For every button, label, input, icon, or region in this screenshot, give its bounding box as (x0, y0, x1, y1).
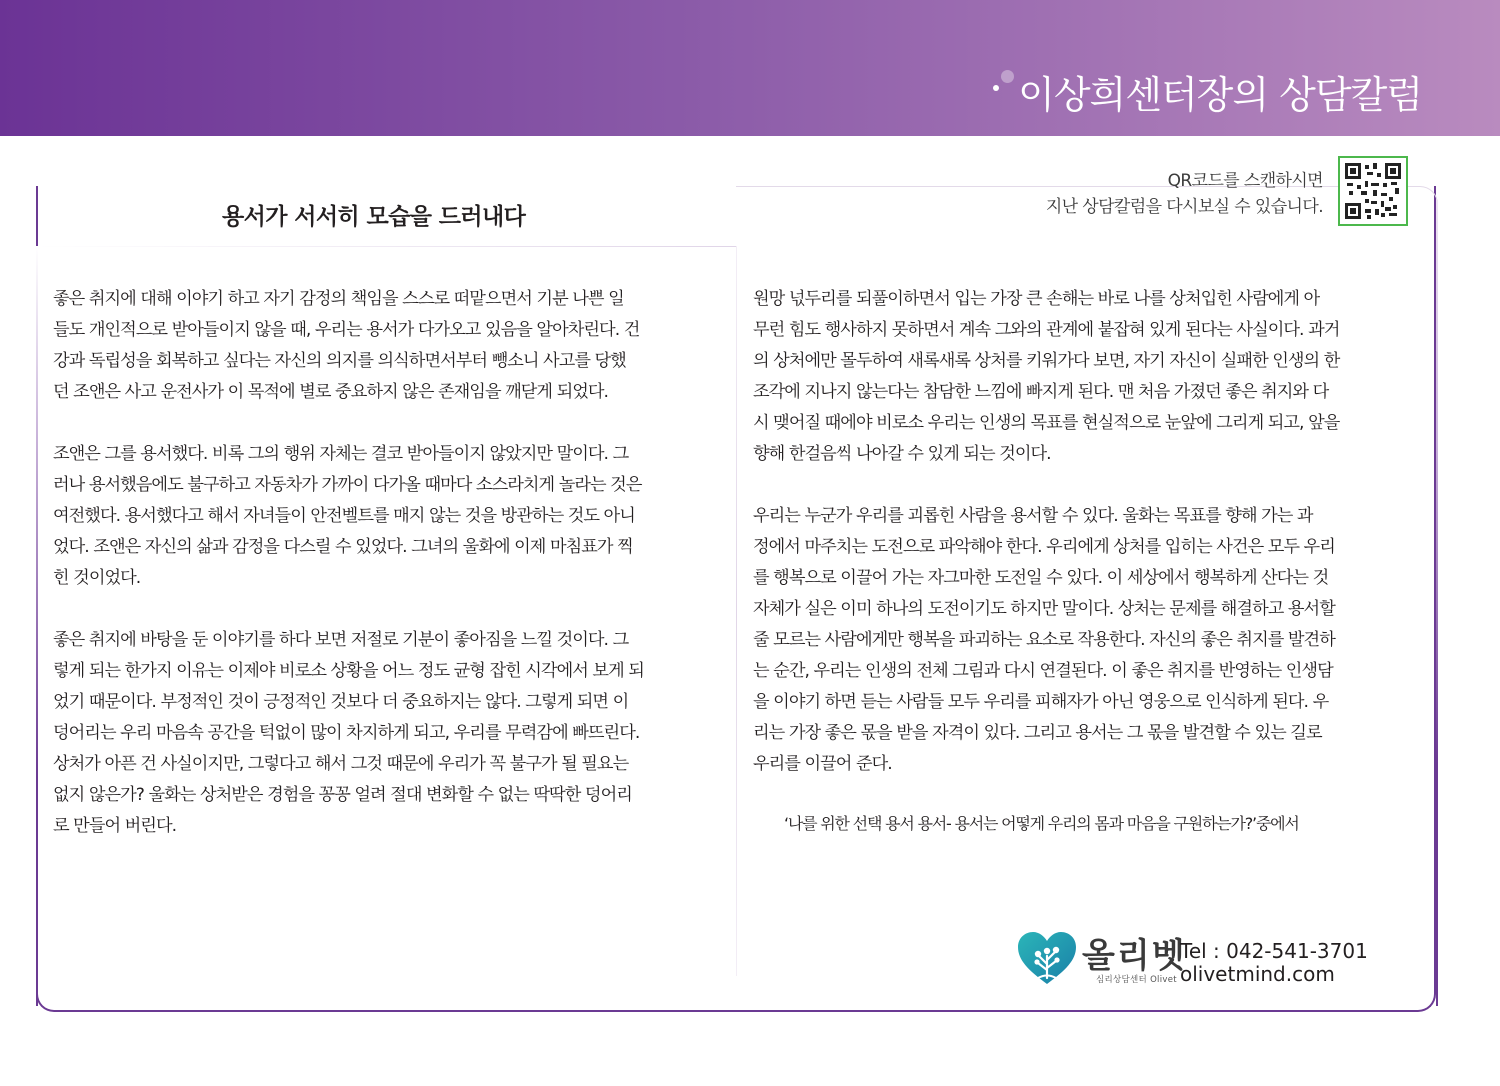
paragraph-line: 자체가 실은 이미 하나의 도전이기도 하지만 말이다. 상처는 문제를 해결하고 용서할 (753, 599, 1335, 619)
qr-caption (1046, 168, 1323, 220)
column-divider (736, 246, 737, 976)
frame-top-edge (36, 246, 736, 247)
paragraph-line: 는 순간, 우리는 인생의 전체 그림과 다시 연결된다. 이 좋은 취지를 반영하는 인생담 (753, 661, 1333, 681)
brand-subtitle: 심리상담센터 Olivet (1096, 975, 1177, 985)
paragraph-line: 여전했다. 용서했다고 해서 자녀들이 안전벨트를 매지 않는 것을 방관하는 것도 아니 (53, 506, 635, 526)
paragraph-line: 들도 개인적으로 받아들이지 않을 때, 우리는 용서가 다가오고 있음을 알아차린다. 건 (53, 320, 640, 340)
phone-number: Tel : 042-541-3701 (1180, 939, 1368, 963)
frame-left-edge (36, 246, 38, 1006)
source-citation: ‘나를 위한 선택 용서 용서- 용서는 어떻게 우리의 몸과 마음을 구원하는가?’중에서 (784, 814, 1299, 833)
qr-code[interactable] (1338, 156, 1408, 226)
frame-right-edge (1436, 200, 1438, 1006)
article-title: 용서가 서서히 모습을 드러내다 (222, 204, 526, 230)
paragraph-line: 리는 가장 좋은 몫을 받을 자격이 있다. 그리고 용서는 그 몫을 발견할 수 있는 길로 (753, 723, 1322, 743)
paragraph-line: 향해 한걸음씩 나아갈 수 있게 되는 것이다. (753, 444, 1051, 464)
left-column (53, 284, 723, 842)
paragraph-line: 를 행복으로 이끌어 가는 자그마한 도전일 수 있다. 이 세상에서 행복하게 산다는 것 (753, 568, 1329, 588)
paragraph-line: 좋은 취지에 대해 이야기 하고 자기 감정의 책임을 스스로 떠맡으면서 기분 나쁜 일 (53, 289, 624, 309)
paragraph-line: 시 맺어질 때에야 비로소 우리는 인생의 목표를 현실적으로 눈앞에 그리게 되고, 앞을 (753, 413, 1340, 433)
header-banner (0, 0, 1500, 136)
qr-caption-line: 지난 상담칼럼을 다시보실 수 있습니다. (1045, 197, 1323, 217)
paragraph-line: 무런 힘도 행사하지 못하면서 계속 그와의 관계에 붙잡혀 있게 된다는 사실이다. 과거 (753, 320, 1340, 340)
paragraph-line: 로 만들어 버린다. (53, 816, 177, 836)
bullet-dot-icon (1001, 70, 1014, 83)
paragraph-line: 었다. 조앤은 자신의 삶과 감정을 다스릴 수 있었다. 그녀의 울화에 이제 마침표가 찍 (53, 537, 633, 557)
paragraph-line: 힌 것이었다. (53, 568, 141, 588)
paragraph-line: 줄 모르는 사람에게만 행복을 파괴하는 요소로 작용한다. 자신의 좋은 취지를 발견하 (753, 630, 1335, 650)
paragraph-line: 조각에 지나지 않는다는 참담한 느낌에 빠지게 된다. 맨 처음 가졌던 좋은 취지와 다 (753, 382, 1329, 402)
paragraph-line: 없지 않은가? 울화는 상처받은 경험을 꽁꽁 얼려 절대 변화할 수 없는 딱딱한 덩어리 (53, 785, 632, 805)
bullet-small-dot-icon (993, 85, 999, 91)
qr-caption-line: QR코드를 스캔하시면 (1167, 171, 1323, 191)
paragraph-line: 던 조앤은 사고 운전사가 이 목적에 별로 중요하지 않은 존재임을 깨닫게 되었다. (53, 382, 609, 402)
paragraph-line: 원망 넋두리를 되풀이하면서 입는 가장 큰 손해는 바로 나를 상처입힌 사람에게 아 (753, 289, 1320, 309)
paragraph-line: 렇게 되는 한가지 이유는 이제야 비로소 상황을 어느 정도 균형 잡힌 시각에서 보게 되 (53, 661, 644, 681)
heart-tree-logo-icon (1018, 932, 1076, 986)
website-link[interactable]: olivetmind.com (1180, 962, 1335, 986)
paragraph-line: 우리는 누군가 우리를 괴롭힌 사람을 용서할 수 있다. 울화는 목표를 향해 가는 과 (753, 506, 1313, 526)
paragraph-line: 조앤은 그를 용서했다. 비록 그의 행위 자체는 결코 받아들이지 않았지만 말이다. 그 (53, 444, 629, 464)
paragraph-line: 을 이야기 하면 듣는 사람들 모두 우리를 피해자가 아닌 영웅으로 인식하게 된다. 우 (753, 692, 1329, 712)
paragraph-line: 러나 용서했음에도 불구하고 자동차가 가까이 다가올 때마다 소스라치게 놀라는 것은 (53, 475, 642, 495)
brand-name: 올리벳 (1082, 936, 1187, 976)
paragraph-line: 우리를 이끌어 준다. (753, 754, 892, 774)
paragraph-line: 상처가 아픈 건 사실이지만, 그렇다고 해서 그것 때문에 우리가 꼭 불구가 될 필요는 (53, 754, 629, 774)
paragraph-line: 강과 독립성을 회복하고 싶다는 자신의 의지를 의식하면서부터 뺑소니 사고를 당했 (53, 351, 626, 371)
qr-code-icon (1345, 163, 1401, 219)
right-column (753, 284, 1423, 780)
paragraph-line: 좋은 취지에 바탕을 둔 이야기를 하다 보면 저절로 기분이 좋아짐을 느낄 것이다. 그 (53, 630, 629, 650)
column-series-title: 이상희센터장의 상담칼럼 (1018, 73, 1422, 117)
paragraph-line: 었기 때문이다. 부정적인 것이 긍정적인 것보다 더 중요하지는 않다. 그렇게 되면 이 (53, 692, 629, 712)
paragraph-line: 정에서 마주치는 도전으로 파악해야 한다. 우리에게 상처를 입히는 사건은 모두 우리 (753, 537, 1335, 557)
paragraph-line: 덩어리는 우리 마음속 공간을 턱없이 많이 차지하게 되고, 우리를 무력감에 빠뜨린다. (53, 723, 640, 743)
paragraph-line: 의 상처에만 몰두하여 새록새록 상처를 키워가다 보면, 자기 자신이 실패한 인생의 한 (753, 351, 1340, 371)
contact-info (1180, 940, 1368, 986)
